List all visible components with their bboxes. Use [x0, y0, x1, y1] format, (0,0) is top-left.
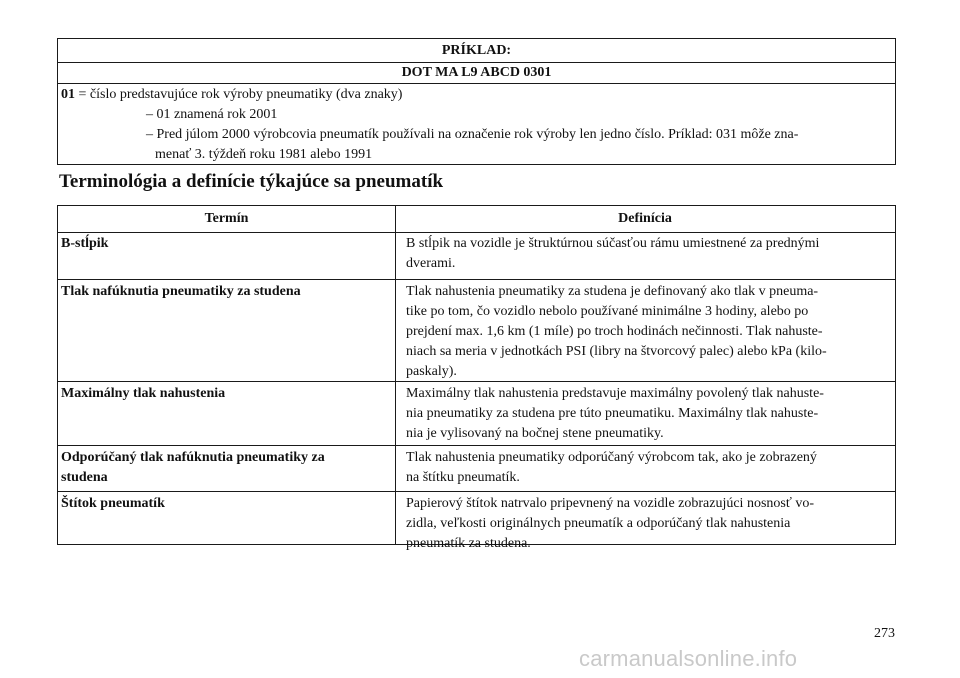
term-cell: Tlak nafúknutia pneumatiky za studena [61, 284, 301, 299]
definition-line: Papierový štítok natrvalo pripevnený na vozidle zobrazujúci nosnosť vo- [406, 496, 814, 511]
example-body [58, 83, 895, 165]
definition-line: Tlak nahustenia pneumatiky za studena je definovaný ako tlak v pneuma- [406, 284, 819, 299]
page-number: 273 [874, 626, 895, 641]
section-title: Terminológia a definície týkajúce sa pneumatík [59, 171, 444, 192]
table-row [58, 446, 895, 492]
definition-line: paskaly). [406, 364, 457, 379]
header-definition: Definícia [618, 211, 672, 226]
definition-cell [406, 282, 883, 382]
definition-line: tike po tom, čo vozidlo nebolo používané minimálne 3 hodiny, alebo po [406, 304, 809, 319]
example-bullet-2-line-1: – Pred júlom 2000 výrobcovia pneumatík používali na označenie rok výroby len jedno číslo. Príklad: 031 môže zna- [146, 127, 799, 142]
example-box [57, 38, 896, 165]
example-bullet-2-line-2: menať 3. týždeň roku 1981 alebo 1991 [155, 147, 373, 162]
term-cell: Štítok pneumatík [61, 496, 165, 511]
example-description: = číslo predstavujúce rok výroby pneumatiky (dva znaky) [78, 87, 403, 102]
term-line: studena [61, 470, 108, 485]
definition-line: dverami. [406, 256, 456, 271]
definition-line: na štítku pneumatík. [406, 470, 520, 485]
term-line: Odporúčaný tlak nafúknutia pneumatiky za [61, 450, 325, 465]
example-title: PRÍKLAD: [58, 39, 895, 63]
example-key: 01 [61, 87, 75, 102]
definition-line: nia pneumatiky za studena pre túto pneumatiku. Maximálny tlak nahuste- [406, 406, 819, 421]
definition-cell [406, 448, 883, 488]
definition-line: zidla, veľkosti originálnych pneumatík a odporúčaný tlak nahustenia [406, 516, 791, 531]
term-cell: Maximálny tlak nahustenia [61, 386, 226, 401]
term-cell [61, 448, 381, 488]
table-row [58, 382, 895, 446]
definition-cell [406, 234, 883, 274]
table-row [58, 492, 895, 551]
term-cell: B-stĺpik [61, 236, 109, 251]
definition-line: niach sa meria v jednotkách PSI (libry na štvorcový palec) alebo kPa (kilo- [406, 344, 827, 359]
definition-line: pneumatík za studena. [406, 536, 531, 551]
definition-line: B stĺpik na vozidle je štruktúrnou súčasťou rámu umiestnené za prednými [406, 236, 820, 251]
definition-line: Tlak nahustenia pneumatiky odporúčaný výrobcom tak, ako je zobrazený [406, 450, 817, 465]
example-code: DOT MA L9 ABCD 0301 [58, 62, 895, 84]
table-row [58, 232, 895, 280]
header-term: Termín [204, 211, 249, 226]
example-bullet-1: – 01 znamená rok 2001 [146, 107, 278, 122]
table-row [58, 280, 895, 382]
example-key-line [61, 85, 887, 105]
watermark: carmanualsonline.info [579, 646, 798, 671]
definition-line: Maximálny tlak nahustenia predstavuje maximálny povolený tlak nahuste- [406, 386, 824, 401]
table-header [58, 206, 895, 233]
definition-cell [406, 384, 883, 444]
definition-line: prejdení max. 1,6 km (1 míle) po troch hodinách nečinnosti. Tlak nahuste- [406, 324, 823, 339]
definition-cell [406, 494, 883, 554]
terminology-table [57, 205, 896, 551]
definition-line: nia je vylisovaný na bočnej stene pneumatiky. [406, 426, 664, 441]
